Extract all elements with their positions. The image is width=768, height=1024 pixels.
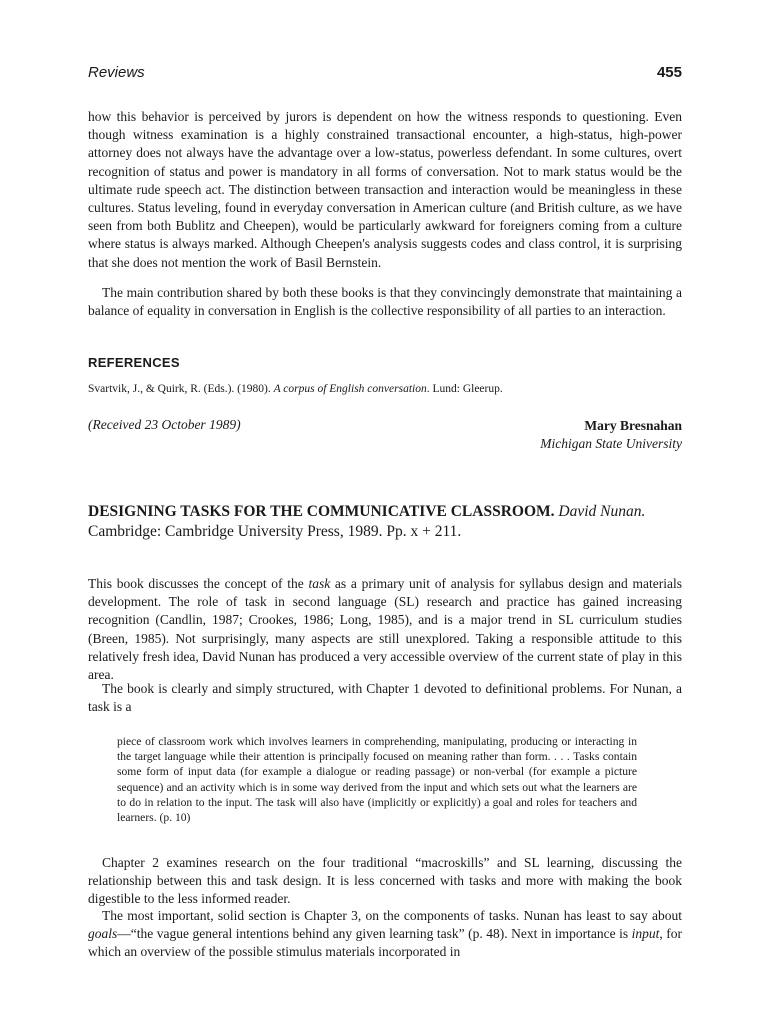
references-heading: REFERENCES: [88, 355, 180, 370]
paragraph-chapter2: Chapter 2 examines research on the four traditional “macroskills” and SL learning, discussing the relationship between this and task design. It is less concerned with tasks and more with making the book digestible to the less informed reader.: [88, 855, 682, 907]
book-publication: Cambridge: Cambridge University Press, 1989. Pp. x + 211.: [88, 523, 462, 540]
review-heading: [88, 502, 682, 542]
reviewer-name: Mary Bresnahan: [584, 418, 682, 433]
emphasis-goals: goals: [88, 926, 118, 942]
paragraph-intro: [88, 575, 682, 684]
paragraph-main-contribution: The main contribution shared by both these books is that they convincingly demonstrate that maintaining a balance of equality in conversation in English is the collective responsibility of all parties to an interaction.: [88, 285, 682, 319]
emphasis-task: task: [308, 576, 331, 591]
received-date: (Received 23 October 1989): [88, 417, 241, 432]
reference-title: A corpus of English conversation: [273, 383, 427, 395]
block-quote: piece of classroom work which involves learners in comprehending, manipulating, producing or interacting in the target language while their attention is principally focused on meaning rather than form. . . . Tasks contain some form of input data (for example a dialogue or reading passage) or non-verbal (for example a picture sequence) and an activity which is in some way derived from the input and which sets out what the learners are to do in relation to the input. The task will also have (implicitly or explicitly) a goal and roles for teachers and learners. (p. 10): [117, 735, 637, 825]
text-run: —“the vague general intentions behind any given learning task” (p. 48). Next in importance is: [117, 926, 632, 942]
text-run: , for which an overview of the possible stimulus materials incorporated in: [88, 926, 682, 960]
paragraph-continued: how this behavior is perceived by jurors is dependent on how the witness responds to questioning. Even though witness examination is a highly constrained transactional encounter, a high-status, high-power attorney does not always have the advantage over a low-status, powerless defendant. In some cultures, overt recognition of status and power is mandatory in all forms of conversation. Not to mark status would be the ultimate rude speech act. The distinction between transaction and interaction would be meaningless in these cultures. Status leveling, found in everyday conversation in American culture (and British culture, as we have seen from both Bublitz and Cheepen), would be particularly awkward for foreigners coming from a culture where status is always marked. Although Cheepen's analysis suggests codes and class control, it is surprising that she does not mention the work of Basil Bernstein.: [88, 109, 682, 270]
emphasis-input: input: [631, 926, 660, 942]
paragraph-chapter3: [88, 907, 682, 962]
text-run: This book discusses the concept of the: [88, 576, 309, 591]
reference-authors: Svartvik, J., & Quirk, R. (Eds.). (1980).: [88, 383, 274, 395]
section-title: Reviews: [88, 64, 145, 81]
book-author: David Nunan.: [558, 503, 646, 520]
paragraph-structure: The book is clearly and simply structured, with Chapter 1 devoted to definitional problems. For Nunan, a task is a: [88, 681, 682, 715]
reference-entry: [88, 382, 682, 397]
reviewer-affiliation: Michigan State University: [540, 436, 682, 451]
reference-publisher: . Lund: Gleerup.: [426, 383, 503, 395]
running-header: [88, 64, 682, 81]
journal-page: [88, 0, 682, 1024]
text-run: as a primary unit of analysis for syllabus design and materials development. The role of task in second language (SL) research and practice has gained increasing recognition (Candlin, 1987; Crookes, 1986; Long, 1985), and is a major trend in SL curriculum studies (Breen, 1985). Not surprisingly, many aspects are still unexplored. Taking a responsible attitude to this relatively fresh idea, David Nunan has produced a very accessible overview of the current state of play in this area.: [88, 576, 682, 683]
book-title: DESIGNING TASKS FOR THE COMMUNICATIVE CLASSROOM.: [88, 503, 555, 520]
reviewer-signature: [540, 417, 682, 453]
page-number: 455: [656, 64, 682, 81]
text-run: The most important, solid section is Chapter 3, on the components of tasks. Nunan has least to say about: [102, 908, 682, 923]
